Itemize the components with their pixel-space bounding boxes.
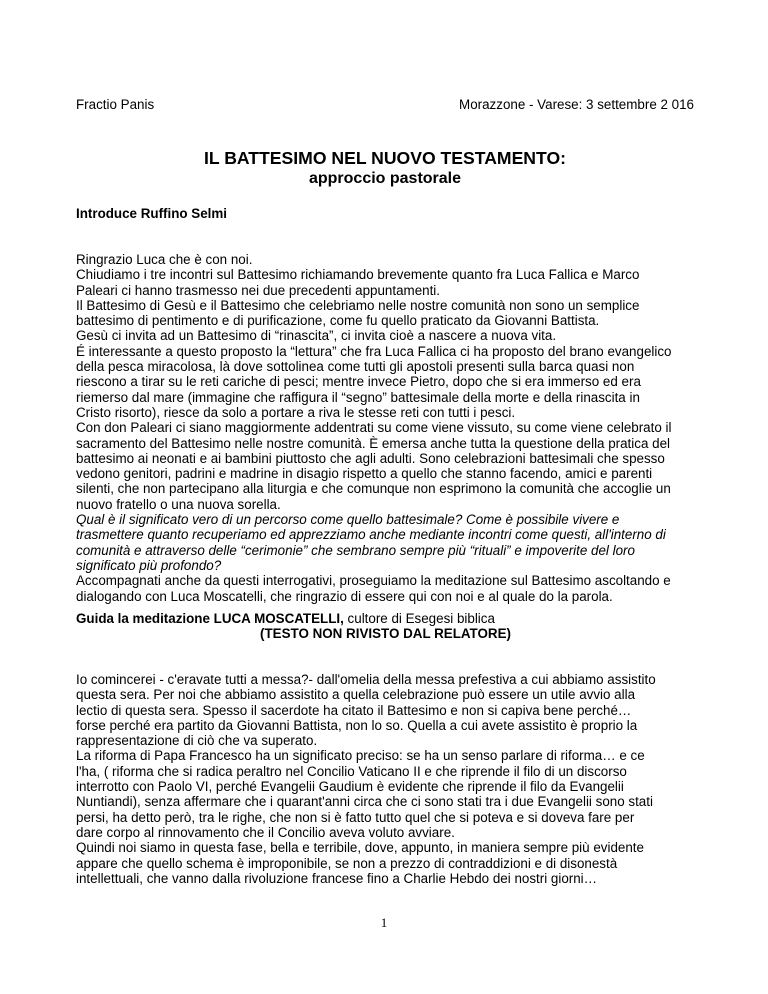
paragraph-line: forse perché era partito da Giovanni Battista, non lo so. Quella a cui avete assistito è proprio la	[76, 717, 638, 733]
paragraph-line: silenti, che non partecipano alla liturgia e che comunque non esprimono la comunità che accoglie un	[76, 481, 671, 497]
speaker-heading-lead: Guida la meditazione LUCA MOSCATELLI,	[76, 611, 344, 626]
page-number: 1	[380, 915, 388, 930]
paragraph-line: questa sera. Per noi che abbiamo assistito a quella celebrazione può essere un utile avvio alla	[76, 687, 636, 703]
paragraph-line: sacramento del Battesimo nelle nostre comunità. È emersa anche tutta la questione della pratica del	[76, 435, 670, 451]
paragraph-line: persi, ha detto però, tra le righe, che non si è fatto tutto quel che si poteva e si doveva fare per	[76, 809, 635, 825]
paragraph-line: Cristo risorto), riesce da solo a portare a riva le stesse reti con tutti i pesci.	[76, 404, 516, 420]
italic-question-line: trasmettere quanto recuperiamo ed apprezziamo anche mediante incontri come questi, all'interno di	[76, 527, 666, 543]
paragraph-line: Io comincerei - c'eravate tutti a messa?- dall'omelia della messa prefestiva a cui abbiamo assistito	[76, 672, 656, 687]
paragraph-line: nuovo fratello o una nuova sorella.	[76, 496, 281, 512]
header-right-text: Morazzone - Varese: 3 settembre 2 016	[459, 97, 694, 112]
paragraph-line: riescono a tirar su le reti cariche di pesci; mentre invece Pietro, dopo che si era immerso ed era	[76, 374, 641, 390]
paragraph-line: Con don Paleari ci siano maggiormente addentrati su come viene vissuto, su come viene celebrato il	[76, 420, 672, 436]
paragraph-line: intellettuali, che vanno dalla rivoluzione francese fino a Charlie Hebdo dei nostri giorni…	[76, 870, 598, 886]
paragraph-line: l'ha, ( riforma che si radica peraltro nel Concilio Vaticano II e che riprende il filo di un discorso	[76, 763, 627, 779]
document-title	[76, 149, 694, 188]
paragraph-line: appare che quello schema è improponibile, se non a prezzo di contraddizioni e di disonestà	[76, 855, 618, 871]
paragraph-line: La riforma di Papa Francesco ha un significato preciso: se ha un senso parlare di riforma… e ce	[76, 748, 645, 764]
speaker-heading	[76, 611, 716, 626]
paragraph-line: dare corpo al rinnovamento che il Concilio aveva voluto avviare.	[76, 824, 455, 840]
italic-question-line: comunità e attraverso delle “cerimonie” che sembrano sempre più “rituali” e impoverite del loro	[76, 542, 635, 558]
header-left-text: Fractio Panis	[76, 97, 155, 112]
speaker-heading-rest: cultore di Esegesi biblica	[343, 611, 495, 626]
italic-question-line: significato più profondo?	[76, 557, 222, 573]
paragraph-line: Quindi noi siamo in questa fase, bella e terribile, dove, appunto, in maniera sempre più evidente	[76, 840, 644, 856]
paragraph-line: lectio di questa sera. Spesso il sacerdote ha citato il Battesimo e non si capiva bene perché…	[76, 702, 632, 718]
section-1-body	[76, 252, 716, 604]
paragraph-line: Gesù ci invita ad un Battesimo di “rinascita”, ci invita cioè a nascere a nuova vita.	[76, 328, 557, 344]
paragraph-line: Accompagnati anche da questi interrogativi, proseguiamo la meditazione sul Battesimo ascoltando e	[76, 573, 671, 589]
paragraph-line: Nuntiandi), senza affermare che i quarant'anni circa che ci sono stati tra i due Evangelii sono stati	[76, 794, 653, 810]
paragraph-line: battesimo di pentimento e di purificazione, come fu quello praticato da Giovanni Battista.	[76, 313, 600, 329]
intro-heading: Introduce Ruffino Selmi	[76, 206, 228, 221]
title-line-1: IL BATTESIMO NEL NUOVO TESTAMENTO:	[204, 148, 566, 168]
paragraph-line: rappresentazione di ciò che va superato.	[76, 733, 318, 749]
paragraph-line: della pesca miracolosa, là dove sottolinea come tutti gli apostoli presenti sulla barca quasi non	[76, 359, 635, 375]
italic-question-line: Qual è il significato vero di un percorso come quello battesimale? Come è possibile vivere e	[76, 512, 620, 528]
paragraph-line: Il Battesimo di Gesù e il Battesimo che celebriamo nelle nostre comunità non sono un semplice	[76, 297, 640, 313]
paragraph-line: riemerso dal mare (immagine che raffigura il “segno” battesimale della morte e della rinascita in	[76, 389, 640, 405]
section-2-body	[76, 672, 716, 886]
paragraph-line: É interessante a questo proposto la “lettura” che fra Luca Fallica ci ha proposto del brano evangelico	[76, 343, 672, 359]
speaker-note: (TESTO NON RIVISTO DAL RELATORE)	[260, 626, 511, 641]
paragraph-line: battesimo ai neonati e ai bambini piuttosto che agli adulti. Sono celebrazioni battesimali che spesso	[76, 450, 665, 466]
paragraph-line: dialogando con Luca Moscatelli, che ringrazio di essere qui con noi e al quale do la parola.	[76, 588, 613, 604]
paragraph-line: Paleari ci hanno trasmesso nei due precedenti appuntamenti.	[76, 282, 441, 298]
paragraph-line: vedono genitori, padrini e madrine in disagio rispetto a quello che stanno facendo, amici e parenti	[76, 466, 653, 482]
paragraph-line: Chiudiamo i tre incontri sul Battesimo richiamando brevemente quanto fra Luca Fallica e Marco	[76, 267, 640, 283]
paragraph-line: interrotto con Paolo VI, perché Evangelii Gaudium è evidente che riprende il filo da Evangelii	[76, 779, 624, 795]
paragraph-line: Ringrazio Luca che è con noi.	[76, 252, 253, 267]
title-line-2: approccio pastorale	[308, 169, 462, 187]
